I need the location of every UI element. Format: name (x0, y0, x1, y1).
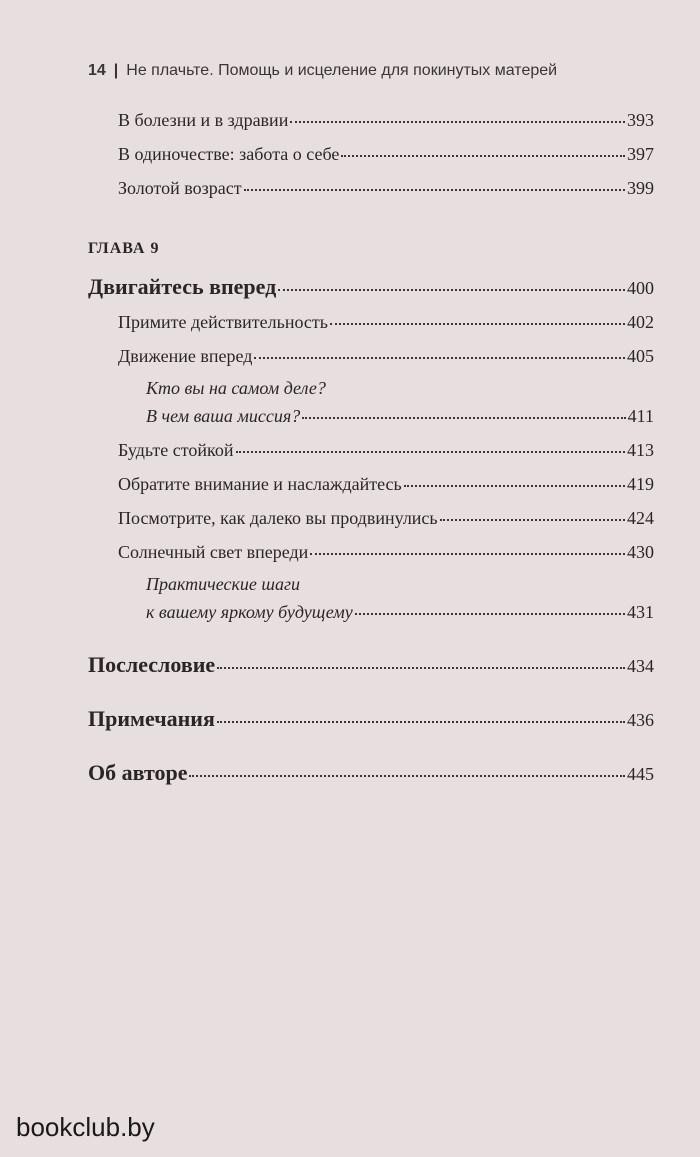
toc-entry[interactable] (118, 440, 654, 461)
leader-dots (355, 613, 625, 615)
toc-entry-page: 399 (627, 178, 654, 198)
toc-entry-title: Движение вперед (118, 346, 253, 366)
toc-entry-page: 430 (627, 542, 654, 562)
toc-entry-title: Примите действительность (118, 312, 328, 332)
toc-subentry-title-line2: к вашему яркому будущему (146, 602, 353, 622)
back-matter-entry[interactable] (88, 760, 654, 786)
leader-dots (330, 323, 625, 325)
leader-dots (341, 155, 625, 157)
back-matter-title: Примечания (88, 706, 215, 731)
leader-dots (236, 451, 625, 453)
back-matter-entry[interactable] (88, 652, 654, 678)
watermark-text: bookclub.by (16, 1112, 155, 1142)
toc-entry-page: 402 (627, 312, 654, 332)
toc-entry[interactable] (118, 346, 654, 367)
back-matter-page: 445 (627, 764, 654, 784)
back-matter-entry[interactable] (88, 706, 654, 732)
chapter-title-entry[interactable] (88, 274, 654, 300)
leader-dots (254, 357, 625, 359)
toc-entry-page: 405 (627, 346, 654, 366)
back-matter-title: Послесловие (88, 652, 216, 677)
back-matter-page: 434 (627, 656, 654, 676)
toc-entry-title: Солнечный свет впереди (118, 542, 309, 562)
chapter-page: 400 (627, 278, 654, 298)
toc-subentry-title-line2: В чем ваша миссия? (146, 406, 301, 426)
toc-entry-title: В болезни и в здравии (118, 110, 289, 130)
page-number: 14 (88, 62, 106, 79)
leader-dots (189, 775, 625, 777)
toc-subentry-title-line1: Практические шаги (146, 574, 301, 594)
leader-dots (290, 121, 625, 123)
toc-entry-page: 424 (627, 508, 654, 528)
chapter-label: ГЛАВА 9 (88, 240, 160, 257)
leader-dots (440, 519, 625, 521)
toc-subentry[interactable] (146, 406, 654, 427)
leader-dots (310, 553, 625, 555)
running-header (88, 62, 668, 80)
toc-entry-title: Посмотрите, как далеко вы продвинулись (118, 508, 438, 528)
toc-entry-title: Золотой возраст (118, 178, 242, 198)
toc-subentry-title-line1: Кто вы на самом деле? (146, 378, 326, 398)
toc-entry[interactable] (118, 474, 654, 495)
toc-entry-page: 411 (627, 406, 654, 426)
leader-dots (244, 189, 625, 191)
leader-dots (217, 721, 625, 723)
toc-entry-page: 397 (627, 144, 654, 164)
toc-subentry[interactable] (146, 602, 654, 623)
back-matter-title: Об авторе (88, 760, 188, 785)
toc-entry-page: 413 (627, 440, 654, 460)
toc-entry-page: 393 (627, 110, 654, 130)
back-matter-page: 436 (627, 710, 654, 730)
toc-entry[interactable] (118, 110, 654, 131)
leader-dots (404, 485, 625, 487)
toc-entry[interactable] (118, 312, 654, 333)
toc-entry[interactable] (118, 178, 654, 199)
toc-entry[interactable] (118, 508, 654, 529)
book-title: Не плачьте. Помощь и исцеление для покинутых матерей (126, 62, 558, 79)
chapter-title: Двигайтесь вперед (88, 274, 277, 299)
leader-dots (302, 417, 625, 419)
toc-entry[interactable] (118, 542, 654, 563)
leader-dots (278, 289, 625, 291)
toc-entry-title: Обратите внимание и наслаждайтесь (118, 474, 402, 494)
toc-entry-page: 419 (627, 474, 654, 494)
leader-dots (217, 667, 625, 669)
toc-entry-title: Будьте стойкой (118, 440, 234, 460)
toc-entry-title: В одиночестве: забота о себе (118, 144, 340, 164)
toc-entry-page: 431 (627, 602, 654, 622)
header-separator: | (113, 62, 119, 79)
toc-entry[interactable] (118, 144, 654, 165)
